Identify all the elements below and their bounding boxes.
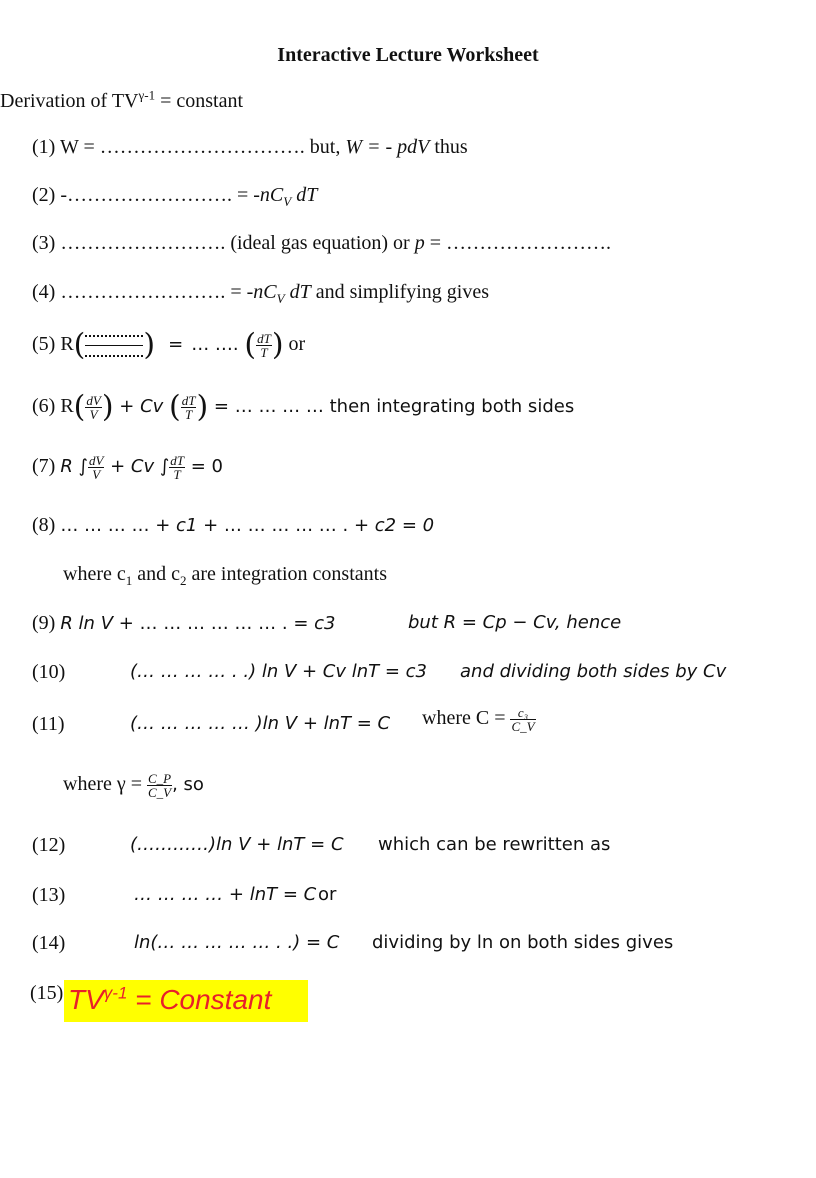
line-5: (5) R( ) = … …. ( $\frac{dT}{T}$ ) or [32, 327, 306, 363]
line-10-note: and dividing both sides by Cv [460, 661, 727, 682]
line-12-number: (12) [32, 834, 66, 856]
line-7: (7) R ∫ $\frac{dV}{V}$ + Cv ∫ $\frac{dT}{T}$ = 0 [32, 453, 223, 482]
line-12-expr[interactable]: (…………)ln V + lnT = C [130, 834, 344, 855]
line-13-number: (13) [32, 884, 66, 906]
line-14-number: (14) [32, 932, 66, 954]
line-8: (8) … … … … + c1 + … … … … … . + c2 = 0 [32, 514, 435, 536]
blank-3b[interactable]: ……………………. [445, 232, 611, 254]
line-11-number: (11) [32, 713, 65, 735]
gamma-definition: where γ = $\frac{C\_P}{C\_V}$ , so [63, 771, 204, 800]
blank-8a[interactable]: … … … … [60, 515, 156, 536]
line-13-note: or [318, 884, 337, 905]
line-13-expr[interactable]: … … … … + lnT = C [134, 884, 317, 905]
blank-1[interactable]: …………………………. [99, 136, 310, 158]
line-15-number: (15) [30, 982, 64, 1004]
derivation-subtitle: Derivation of $TV^{\gamma-1}$ = constant [0, 87, 244, 112]
final-result: $TV^{\gamma-1}$ = Constant [68, 983, 272, 1015]
blank-4[interactable]: ……………………. [60, 281, 231, 303]
line-9-note: but R = Cp − Cv, hence [408, 612, 622, 633]
line-12-note: which can be rewritten as [378, 834, 611, 855]
line-14-expr[interactable]: ln(… … … … … . .) = C [134, 932, 340, 953]
line-10-expr[interactable]: (… … … … . .) ln V + Cv lnT = c3 [130, 661, 428, 682]
line-1: (1) W = …………………………. but, W = - pdV thus [32, 136, 468, 158]
line-11-expr[interactable]: (… … … … … )ln V + lnT = C [130, 713, 391, 734]
blank-3a[interactable]: ……………………. [60, 232, 231, 254]
integration-constants-note: where $c_1$ and $c_2$ are integration constants [63, 563, 387, 588]
blank-2[interactable]: ……………………. [66, 184, 232, 206]
page-title: Interactive Lecture Worksheet [277, 44, 539, 66]
line-11-note: where C = $\frac{\text{c₃}}{C\_V}$ [422, 705, 535, 734]
blank-5[interactable]: … …. [191, 334, 245, 356]
blank-6[interactable]: … … … … [234, 396, 324, 418]
line-6: (6) R( $\frac{dV}{V}$ ) + Cv ( $\frac{dT}{T}$ ) = … … … … then integrating both sides [32, 389, 575, 425]
line-10-number: (10) [32, 661, 66, 683]
blank-9[interactable]: … … … … … … . [139, 613, 294, 634]
line-3: (3) ……………………. (ideal gas equation) or p = ……………………. [32, 232, 611, 254]
line-4: (4) ……………………. = $-nC_V$ dT and simplifying gives [32, 281, 490, 306]
line-9: (9) R ln V + … … … … … … . = c3 [32, 612, 336, 634]
line-2: (2) -……………………. = $-nC_V$ dT [32, 184, 318, 209]
line-14-note: dividing by ln on both sides gives [372, 932, 674, 953]
blank-5-fraction[interactable] [85, 333, 143, 359]
blank-8b[interactable]: … … … … … . [223, 515, 354, 536]
